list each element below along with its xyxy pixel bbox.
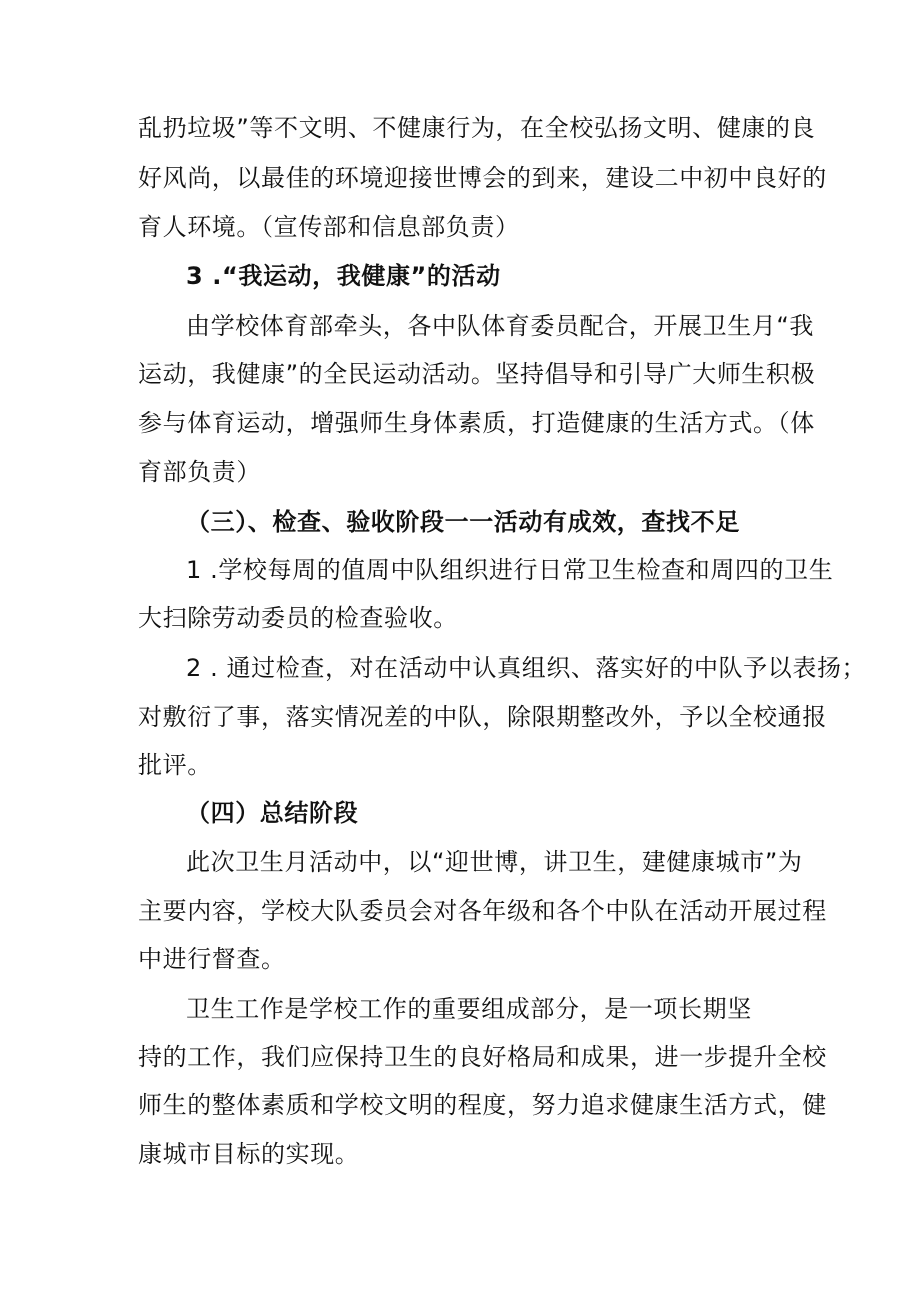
body-text-line: 参与体育运动，增强师生身体素质，打造健康的生活方式。（体 <box>138 409 815 437</box>
body-text-line: 育部负责） <box>138 458 261 486</box>
body-text-line: 康城市目标的实现。 <box>138 1140 360 1168</box>
body-text-line: 育人环境。（宣传部和信息部负责） <box>138 213 520 241</box>
body-text-line: 主要内容，学校大队委员会对各年级和各个中队在活动开展过程 <box>138 897 827 925</box>
body-text-line: 师生的整体素质和学校文明的程度，努力追求健康生活方式，健 <box>138 1091 827 1119</box>
body-text-line: 对敷衍了事，落实情况差的中队，除限期整改外，予以全校通报 <box>138 703 827 731</box>
body-text-line: 乱扔垃圾”等不文明、不健康行为，在全校弘扬文明、健康的良 <box>138 114 816 142</box>
section-heading: （四）总结阶段 <box>186 799 359 827</box>
section-heading: 3 .“我运动，我健康”的活动 <box>186 262 501 290</box>
body-text-line: 2 . 通过检查，对在活动中认真组织、落实好的中队予以表扬； <box>186 654 867 682</box>
body-text-line: 中进行督查。 <box>138 945 286 973</box>
body-text-line: 大扫除劳动委员的检查验收。 <box>138 604 458 632</box>
body-text-line: 运动，我健康”的全民运动活动。坚持倡导和引导广大师生积极 <box>138 360 816 388</box>
body-text-line: 好风尚，以最佳的环境迎接世博会的到来，建设二中初中良好的 <box>138 164 827 192</box>
body-text-line: 由学校体育部牵头，各中队体育委员配合，开展卫生月“我 <box>186 312 815 340</box>
body-text-line: 持的工作，我们应保持卫生的良好格局和成果，进一步提升全校 <box>138 1043 827 1071</box>
body-text-line: 批评。 <box>138 751 212 779</box>
body-text-line: 此次卫生月活动中，以“迎世博，讲卫生，建健康城市”为 <box>186 848 803 876</box>
section-heading: （三）、检查、验收阶段一一活动有成效，查找不足 <box>186 508 740 536</box>
body-text-line: 卫生工作是学校工作的重要组成部分，是一项长期坚 <box>186 995 752 1023</box>
body-text-line: 1 .学校每周的值周中队组织进行日常卫生检查和周四的卫生 <box>186 556 834 584</box>
